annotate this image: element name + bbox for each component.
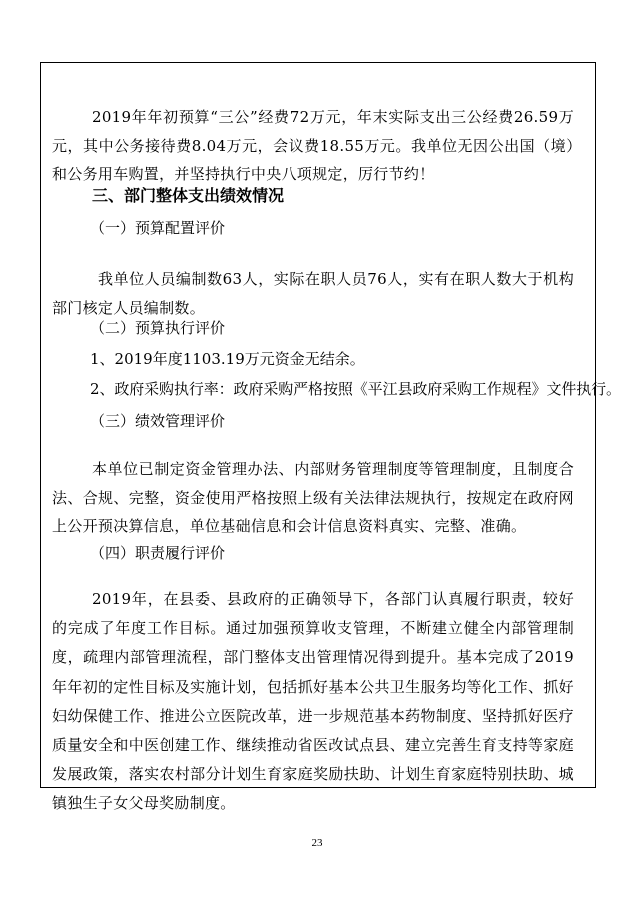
- section-heading: 三、部门整体支出绩效情况: [92, 186, 285, 205]
- paragraph-management-systems: 本单位已制定资金管理办法、内部财务管理制度等管理制度，且制度合法、合规、完整，资金使用严格按照上级有关法律法规执行，按规定在政府网上公开预决算信息，单位基础信息和会计信息资料真实、完整、准确。: [52, 460, 574, 536]
- subheading-performance-management: （三）绩效管理评价: [90, 412, 226, 430]
- paragraph-sangong-budget: 2019年年初预算“三公”经费72万元，年末实际支出三公经费26.59万元，其中公务接待费8.04万元，会议费18.55万元。我单位无因公出国（境）和公务用车购置，并坚持执行中央八项规定，厉行节约！: [52, 108, 574, 184]
- paragraph-duty-details: 2019年，在县委、县政府的正确领导下，各部门认真履行职责，较好的完成了年度工作目标。通过加强预算收支管理，不断建立健全内部管理制度，疏理内部管理流程，部门整体支出管理情况得到提升。基本完成了2019年年初的定性目标及实施计划，包括抓好基本公共卫生服务均等化工作、抓好妇幼保健工作、推进公立医院改革，进一步规范基本药物制度、坚持抓好医疗质量安全和中医创建工作、继续推动省医改试点县、建立完善生育支持等家庭发展政策，落实农村部分计划生育家庭奖励扶助、计划生育家庭特别扶助、城镇独生子女父母奖励制度。: [52, 590, 574, 813]
- page-number: 23: [311, 837, 323, 849]
- subheading-budget-allocation: （一）预算配置评价: [90, 219, 226, 237]
- subheading-budget-execution: （二）预算执行评价: [90, 319, 226, 337]
- subheading-duty-performance: （四）职责履行评价: [90, 544, 226, 562]
- item-procurement: 2、政府采购执行率：政府采购严格按照《平江县政府采购工作规程》文件执行。: [90, 380, 621, 398]
- item-funds-no-balance: 1、2019年度1103.19万元资金无结余。: [90, 350, 365, 368]
- paragraph-staffing: 我单位人员编制数63人，实际在职人员76人，实有在职人数大于机构部门核定人员编制数。: [52, 270, 574, 317]
